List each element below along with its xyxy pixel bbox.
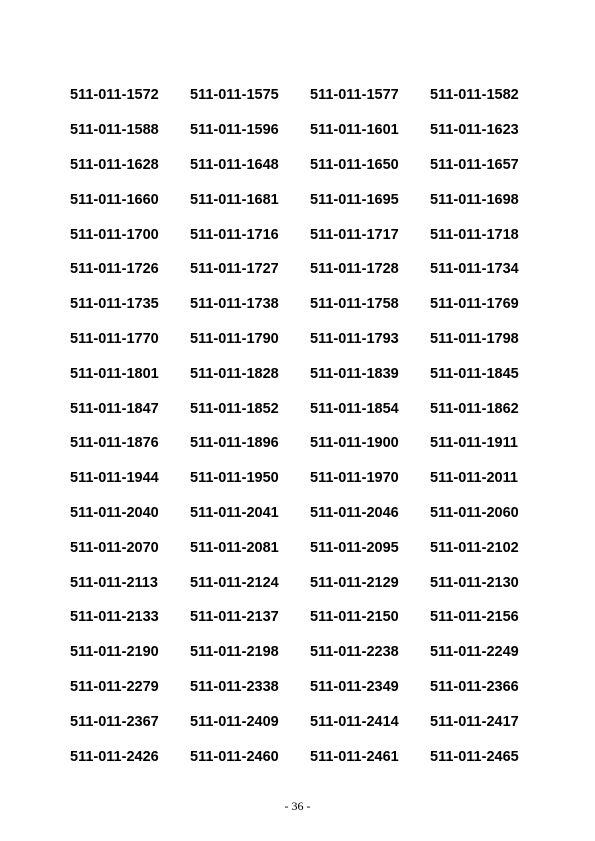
code-entry: 511-011-1577 xyxy=(310,87,399,104)
code-entry: 511-011-2279 xyxy=(70,678,159,695)
code-entry: 511-011-2113 xyxy=(70,574,158,591)
code-entry: 511-011-1700 xyxy=(70,226,159,243)
code-entry: 511-011-2367 xyxy=(70,713,159,730)
code-entry: 511-011-2124 xyxy=(190,574,279,591)
code-entry: 511-011-1862 xyxy=(430,400,519,417)
code-entry: 511-011-1845 xyxy=(430,365,519,382)
code-entry: 511-011-2102 xyxy=(430,539,519,556)
code-entry: 511-011-2249 xyxy=(430,644,519,661)
code-entry: 511-011-1854 xyxy=(310,400,399,417)
code-entry: 511-011-1572 xyxy=(70,87,159,104)
code-entry: 511-011-2238 xyxy=(310,644,399,661)
code-entry: 511-011-2465 xyxy=(430,748,519,765)
code-entry: 511-011-2081 xyxy=(190,539,279,556)
code-entry: 511-011-1716 xyxy=(190,226,279,243)
code-entry: 511-011-1896 xyxy=(190,435,279,452)
code-grid xyxy=(70,78,540,774)
code-entry: 511-011-2130 xyxy=(430,574,519,591)
code-entry: 511-011-1758 xyxy=(310,296,399,313)
code-entry: 511-011-2040 xyxy=(70,504,159,521)
code-entry: 511-011-1681 xyxy=(190,191,279,208)
code-entry: 511-011-1801 xyxy=(70,365,159,382)
code-entry: 511-011-1575 xyxy=(190,87,279,104)
code-entry: 511-011-2426 xyxy=(70,748,159,765)
code-entry: 511-011-2137 xyxy=(190,609,279,626)
code-entry: 511-011-1698 xyxy=(430,191,519,208)
code-entry: 511-011-1876 xyxy=(70,435,159,452)
code-entry: 511-011-1718 xyxy=(430,226,519,243)
code-entry: 511-011-1717 xyxy=(310,226,399,243)
code-entry: 511-011-1728 xyxy=(310,261,399,278)
code-entry: 511-011-1660 xyxy=(70,191,159,208)
code-entry: 511-011-1839 xyxy=(310,365,399,382)
code-entry: 511-011-1726 xyxy=(70,261,159,278)
code-entry: 511-011-1970 xyxy=(310,470,399,487)
code-entry: 511-011-1727 xyxy=(190,261,279,278)
code-entry: 511-011-2070 xyxy=(70,539,159,556)
code-entry: 511-011-1950 xyxy=(190,470,279,487)
code-entry: 511-011-2366 xyxy=(430,678,519,695)
code-entry: 511-011-2414 xyxy=(310,713,399,730)
code-entry: 511-011-2349 xyxy=(310,678,399,695)
code-entry: 511-011-2046 xyxy=(310,504,399,521)
code-entry: 511-011-2133 xyxy=(70,609,159,626)
code-entry: 511-011-1582 xyxy=(430,87,519,104)
code-entry: 511-011-1596 xyxy=(190,122,279,139)
code-entry: 511-011-1828 xyxy=(190,365,279,382)
code-entry: 511-011-1738 xyxy=(190,296,279,313)
code-entry: 511-011-1695 xyxy=(310,191,399,208)
code-entry: 511-011-1944 xyxy=(70,470,159,487)
code-entry: 511-011-1623 xyxy=(430,122,519,139)
code-entry: 511-011-1852 xyxy=(190,400,279,417)
code-entry: 511-011-2409 xyxy=(190,713,279,730)
code-entry: 511-011-1735 xyxy=(70,296,159,313)
code-entry: 511-011-1650 xyxy=(310,156,399,173)
code-entry: 511-011-2129 xyxy=(310,574,399,591)
code-entry: 511-011-1657 xyxy=(430,156,519,173)
code-entry: 511-011-1911 xyxy=(430,435,518,452)
code-entry: 511-011-2338 xyxy=(190,678,279,695)
code-entry: 511-011-1628 xyxy=(70,156,159,173)
code-entry: 511-011-2460 xyxy=(190,748,279,765)
code-entry: 511-011-1734 xyxy=(430,261,519,278)
code-entry: 511-011-2041 xyxy=(190,504,279,521)
code-entry: 511-011-2156 xyxy=(430,609,519,626)
code-entry: 511-011-2011 xyxy=(430,470,518,487)
page-number: - 36 - xyxy=(284,799,311,813)
code-entry: 511-011-1601 xyxy=(310,122,399,139)
code-entry: 511-011-1588 xyxy=(70,122,159,139)
code-entry: 511-011-2461 xyxy=(310,748,399,765)
code-entry: 511-011-1648 xyxy=(190,156,279,173)
code-entry: 511-011-1769 xyxy=(430,296,519,313)
code-entry: 511-011-2150 xyxy=(310,609,399,626)
code-entry: 511-011-2190 xyxy=(70,644,159,661)
code-entry: 511-011-2417 xyxy=(430,713,519,730)
code-entry: 511-011-2198 xyxy=(190,644,279,661)
code-entry: 511-011-1900 xyxy=(310,435,399,452)
code-entry: 511-011-2095 xyxy=(310,539,399,556)
code-entry: 511-011-1793 xyxy=(310,330,399,347)
code-entry: 511-011-1847 xyxy=(70,400,159,417)
code-entry: 511-011-1798 xyxy=(430,330,519,347)
code-entry: 511-011-1770 xyxy=(70,330,159,347)
code-entry: 511-011-2060 xyxy=(430,504,519,521)
code-entry: 511-011-1790 xyxy=(190,330,279,347)
